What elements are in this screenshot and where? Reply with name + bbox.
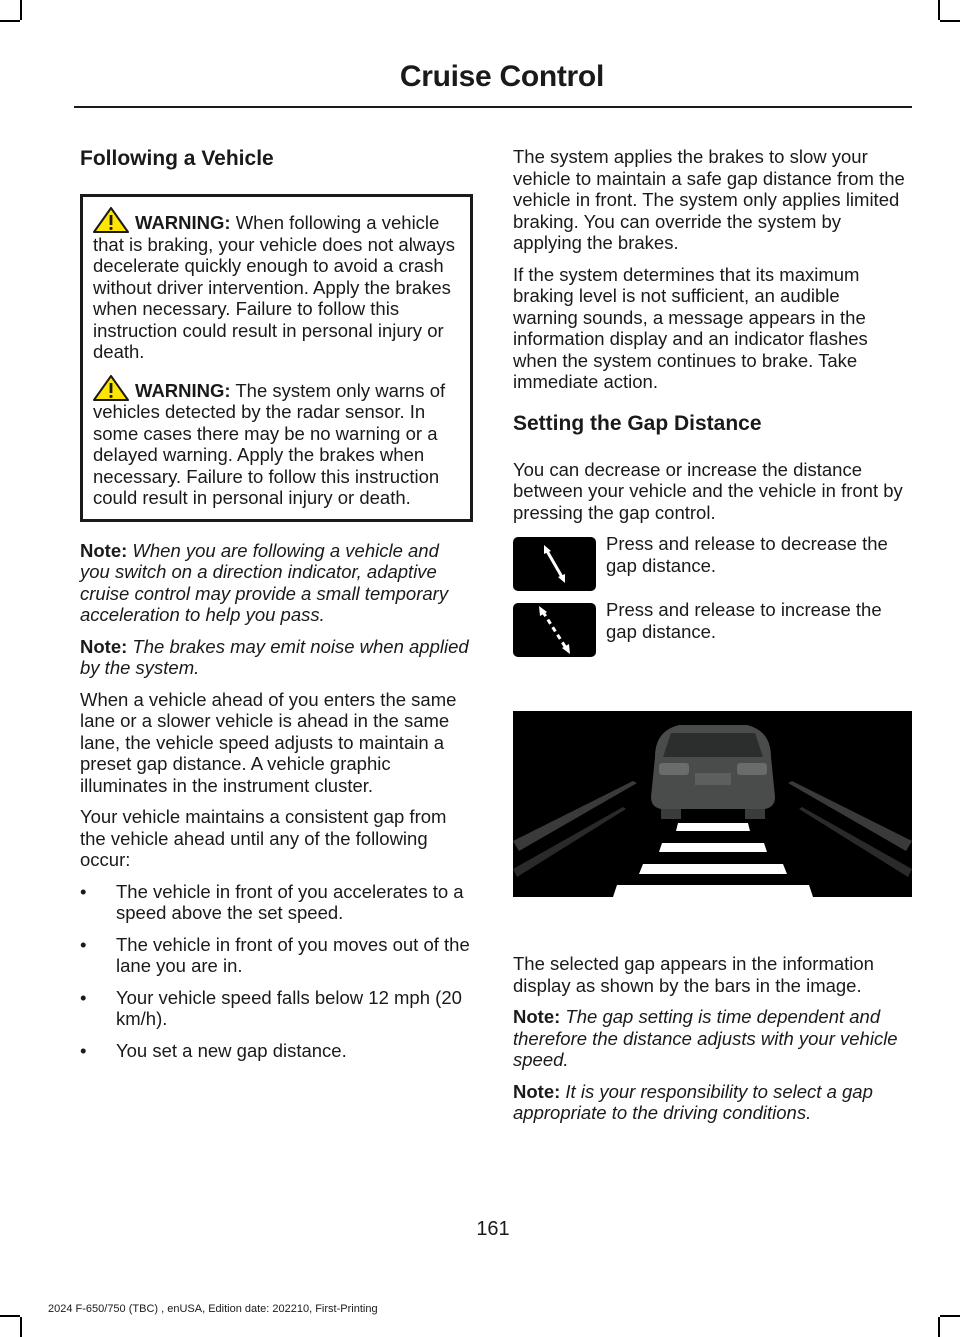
- body-paragraph: If the system determines that its maximum braking level is not sufficient, an audible warning sounds, a message appears in the information display and an indicator flashes when the system continues to brake. Take immediate action.: [513, 263, 868, 392]
- note-text: It is your responsibility to select a gap appropriate to the driving conditions.: [513, 1080, 873, 1123]
- note-text: The gap setting is time dependent and therefore the distance adjusts with your vehicle speed.: [513, 1006, 898, 1070]
- warning-triangle-icon: [93, 207, 129, 233]
- warning-box: [80, 194, 473, 522]
- right-column: [513, 146, 905, 1134]
- note-label: Note:: [513, 1080, 561, 1102]
- crop-mark: [940, 1315, 960, 1317]
- note: [80, 636, 472, 679]
- body-paragraph: The system applies the brakes to slow your vehicle to maintain a safe gap distance from the vehicle in front. The system only applies limited braking. You can override the system by applying the brakes.: [513, 146, 905, 253]
- gap-increase-icon: [513, 603, 596, 657]
- gap-decrease-icon: [513, 537, 596, 591]
- warning-paragraph: [93, 207, 462, 363]
- note-text: When you are following a vehicle and you switch on a direction indicator, adaptive cruise control may provide a small temporary acceleration to help you pass.: [80, 539, 449, 625]
- body-paragraph: Your vehicle maintains a consistent gap from the vehicle ahead until any of the following occur:: [80, 806, 447, 870]
- header-rule: [74, 106, 912, 108]
- gap-decrease-text: Press and release to decrease the gap distance.: [606, 533, 888, 576]
- section-heading: Following a Vehicle: [80, 147, 274, 170]
- crop-mark: [20, 0, 22, 20]
- list-item: • Your vehicle speed falls below 12 mph (20 km/h).: [80, 987, 472, 1030]
- body-paragraph: When a vehicle ahead of you enters the same lane or a slower vehicle is ahead in the same lane, the vehicle speed adjusts to maintain a preset gap distance. A vehicle graphic illuminates in the instrument cluster.: [80, 688, 457, 796]
- body-paragraph: The selected gap appears in the information display as shown by the bars in the image.: [513, 953, 874, 996]
- warning-label: WARNING:: [135, 379, 231, 401]
- page-title: Cruise Control: [399, 60, 604, 93]
- warning-label: WARNING:: [135, 212, 231, 233]
- crop-mark: [938, 1317, 940, 1337]
- section-heading: Setting the Gap Distance: [513, 411, 762, 435]
- bullet-list: [80, 881, 472, 1062]
- gap-control-row: [513, 599, 905, 667]
- crop-mark: [940, 20, 960, 22]
- gap-display-illustration: [513, 711, 912, 897]
- body-paragraph: You can decrease or increase the distance between your vehicle and the vehicle in front by pressing the gap control.: [513, 458, 903, 523]
- crop-mark: [0, 20, 20, 22]
- note-label: Note:: [513, 1006, 561, 1027]
- crop-mark: [938, 0, 940, 20]
- list-item: • The vehicle in front of you moves out of the lane you are in.: [80, 934, 472, 977]
- page-number: 161: [476, 1218, 510, 1240]
- warning-paragraph: [93, 375, 462, 509]
- footer-edition: 2024 F-650/750 (TBC) , enUSA, Edition date: 202210, First-Printing: [48, 1303, 378, 1315]
- gap-increase-text: Press and release to increase the gap distance.: [606, 599, 882, 642]
- crop-mark: [0, 1315, 20, 1317]
- list-item: • You set a new gap distance.: [80, 1040, 472, 1062]
- note-label: Note:: [80, 539, 128, 561]
- warning-text: When following a vehicle that is braking, your vehicle does not always decelerate quickly enough to avoid a crash without driver intervention. Apply the brakes when necessary. Failure to follow this instruction could result in personal injury or death.: [93, 212, 455, 362]
- left-column: [80, 146, 472, 1071]
- gap-control-row: [513, 533, 905, 601]
- note-label: Note:: [80, 635, 128, 657]
- warning-text: The system only warns of vehicles detected by the radar sensor. In some cases there may be no warning or a delayed warning. Apply the brakes when necessary. Failure to follow this instruction could result in personal injury or death.: [93, 379, 446, 508]
- note: [513, 1081, 905, 1124]
- note: [80, 540, 472, 626]
- note-text: The brakes may emit noise when applied by the system.: [80, 635, 469, 678]
- list-item: • The vehicle in front of you accelerates to a speed above the set speed.: [80, 881, 472, 924]
- warning-triangle-icon: [93, 375, 129, 401]
- crop-mark: [20, 1317, 22, 1337]
- note: [513, 1006, 905, 1071]
